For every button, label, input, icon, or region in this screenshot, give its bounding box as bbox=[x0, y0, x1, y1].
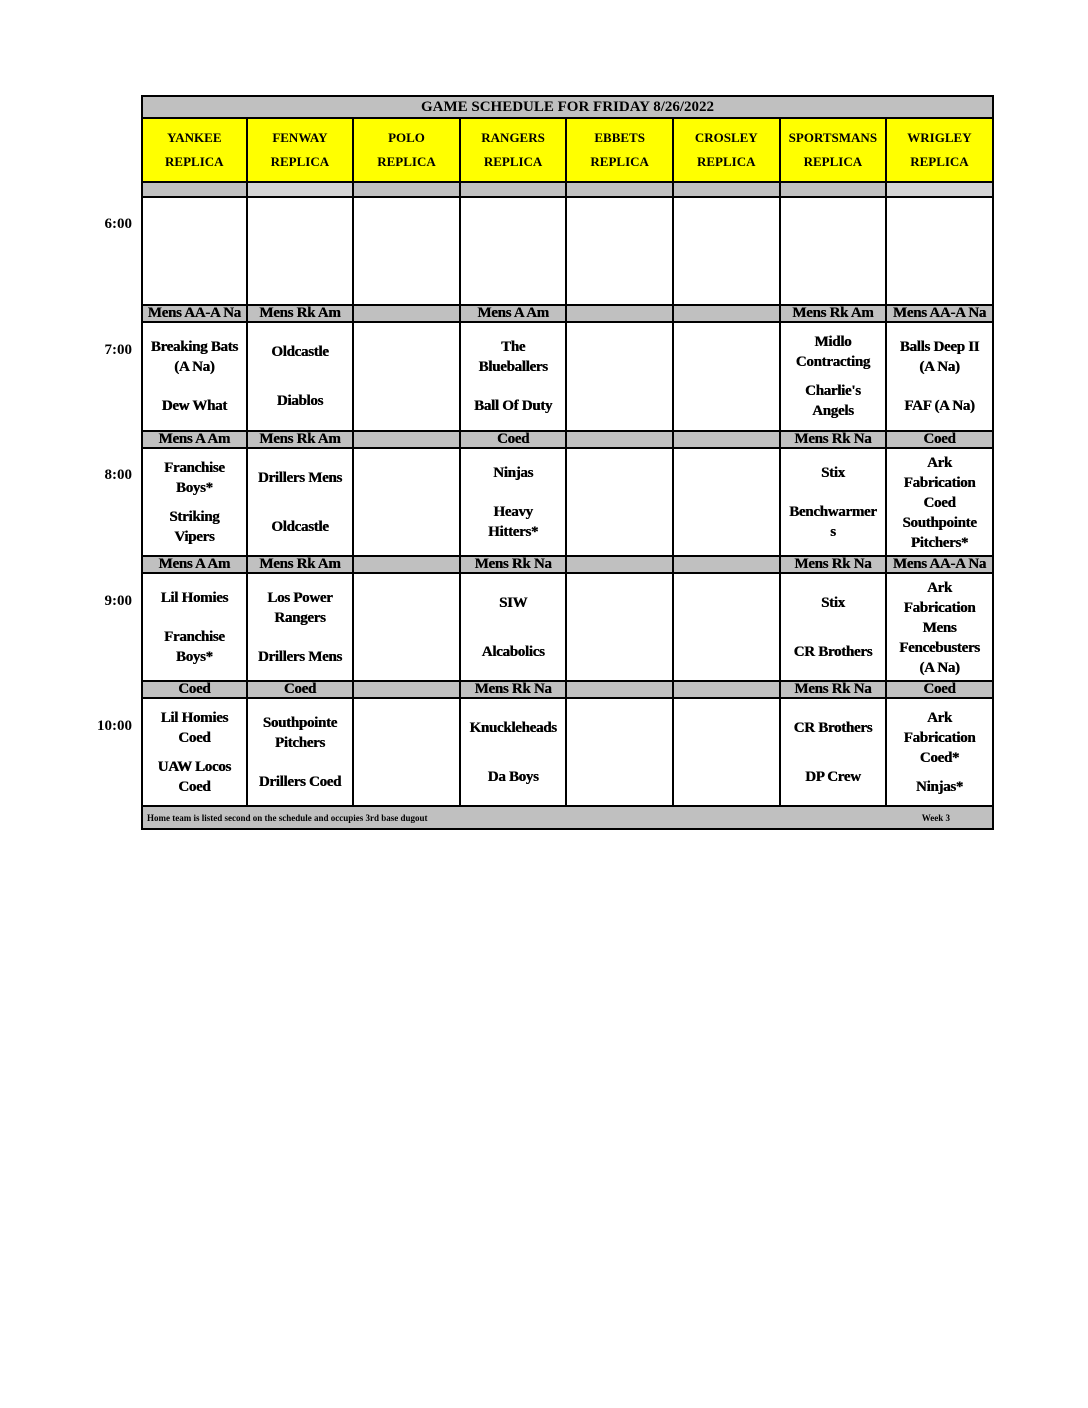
field-name: WRIGLEY bbox=[907, 130, 972, 145]
division-label bbox=[674, 557, 781, 572]
away-team: SIW bbox=[498, 594, 528, 611]
home-team: Southpointe Pitchers* bbox=[902, 515, 977, 551]
division-label: Mens Rk Na bbox=[461, 682, 568, 697]
footer bbox=[141, 807, 994, 830]
game-cell bbox=[781, 449, 888, 555]
header-strip-cell bbox=[781, 183, 888, 196]
field-sub: REPLICA bbox=[270, 154, 330, 169]
field-name: YANKEE bbox=[167, 130, 222, 145]
game-cell bbox=[674, 574, 781, 680]
division-label: Mens Rk Am bbox=[248, 432, 355, 447]
division-label: Coed bbox=[141, 682, 248, 697]
home-team: Dew What bbox=[161, 398, 227, 415]
field-header-ebbets bbox=[567, 119, 674, 181]
game-cell bbox=[354, 699, 461, 805]
game-cell bbox=[567, 699, 674, 805]
division-label bbox=[354, 306, 461, 321]
field-header-polo bbox=[354, 119, 461, 181]
division-label bbox=[674, 432, 781, 447]
field-name: SPORTSMANS bbox=[788, 130, 878, 145]
game-cell bbox=[141, 699, 248, 805]
time-slot-row bbox=[141, 323, 994, 432]
home-team: DP Crew bbox=[805, 768, 861, 785]
division-label bbox=[674, 306, 781, 321]
field-sub: REPLICA bbox=[697, 154, 756, 169]
home-team: Franchise Boys* bbox=[163, 628, 225, 665]
time-label: 8:00 bbox=[104, 467, 132, 483]
division-label: Mens A Am bbox=[141, 557, 248, 572]
game-cell bbox=[354, 449, 461, 555]
division-label bbox=[354, 432, 461, 447]
division-label: Mens Rk Na bbox=[461, 557, 568, 572]
game-cell bbox=[674, 699, 781, 805]
home-team: Ninjas* bbox=[915, 778, 963, 795]
header-strip-cell bbox=[248, 183, 355, 196]
field-name: CROSLEY bbox=[694, 130, 758, 145]
game-cell bbox=[567, 323, 674, 430]
field-sub: REPLICA bbox=[590, 154, 649, 169]
game-cell bbox=[781, 699, 888, 805]
time-label: 7:00 bbox=[104, 342, 132, 358]
away-team: Franchise Boys* bbox=[163, 459, 225, 496]
field-name: EBBETS bbox=[594, 130, 645, 145]
field-sub: REPLICA bbox=[483, 154, 543, 169]
division-label: Mens Rk Na bbox=[781, 432, 888, 447]
home-team: Diablos bbox=[276, 393, 324, 410]
schedule-table bbox=[141, 95, 994, 830]
away-team: Ark Fabrication Mens bbox=[903, 580, 976, 636]
game-cell bbox=[354, 323, 461, 430]
game-cell bbox=[141, 574, 248, 680]
away-team: Balls Deep II (A Na) bbox=[899, 338, 980, 375]
home-team: Drillers Mens bbox=[257, 648, 342, 665]
home-team: Heavy Hitters* bbox=[488, 503, 539, 540]
home-team: FAF (A Na) bbox=[904, 398, 975, 415]
home-team: Alcabolics bbox=[481, 643, 545, 660]
game-cell bbox=[887, 449, 994, 555]
game-cell bbox=[674, 323, 781, 430]
division-label: Mens AA-A Na bbox=[141, 306, 248, 321]
away-team: Ninjas bbox=[493, 464, 534, 481]
away-team: Southpointe Pitchers bbox=[262, 714, 337, 751]
time-slot-row bbox=[141, 198, 994, 306]
division-label: Mens Rk Na bbox=[781, 557, 888, 572]
header-strip-cell bbox=[674, 183, 781, 196]
division-row bbox=[141, 306, 994, 323]
time-label: 6:00 bbox=[104, 216, 132, 232]
away-team: Lil Homies Coed bbox=[160, 709, 228, 746]
field-sub: REPLICA bbox=[803, 154, 863, 169]
game-cell bbox=[461, 699, 568, 805]
division-label: Coed bbox=[248, 682, 355, 697]
game-cell bbox=[887, 699, 994, 805]
division-label bbox=[567, 557, 674, 572]
division-label: Mens Rk Am bbox=[248, 306, 355, 321]
away-team: Ark Fabrication Coed* bbox=[903, 709, 976, 766]
home-team: Da Boys bbox=[487, 768, 539, 785]
field-header-fenway bbox=[248, 119, 355, 181]
field-sub: REPLICA bbox=[377, 154, 436, 169]
division-label: Mens Rk Na bbox=[781, 682, 888, 697]
game-cell bbox=[567, 198, 674, 304]
division-label bbox=[674, 682, 781, 697]
away-team: Stix bbox=[820, 464, 845, 481]
game-cell bbox=[567, 449, 674, 555]
game-cell bbox=[354, 574, 461, 680]
field-header-crosley bbox=[674, 119, 781, 181]
game-cell bbox=[567, 574, 674, 680]
home-team: Charlie's Angels bbox=[805, 383, 861, 420]
division-label bbox=[567, 306, 674, 321]
away-team: Ark Fabrication Coed bbox=[903, 455, 976, 511]
field-name: RANGERS bbox=[481, 130, 545, 145]
field-header-wrigley bbox=[887, 119, 994, 181]
division-label: Mens AA-A Na bbox=[887, 306, 994, 321]
field-header-rangers bbox=[461, 119, 568, 181]
away-team: Oldcastle bbox=[271, 343, 329, 360]
schedule-title: GAME SCHEDULE FOR FRIDAY 8/26/2022 bbox=[141, 95, 994, 119]
division-label: Coed bbox=[887, 432, 994, 447]
header-strip-cell bbox=[887, 183, 994, 196]
away-team: Midlo Contracting bbox=[795, 333, 870, 370]
game-cell bbox=[461, 574, 568, 680]
time-label: 10:00 bbox=[97, 718, 132, 734]
division-label: Mens AA-A Na bbox=[887, 557, 994, 572]
away-team: Drillers Mens bbox=[257, 469, 342, 486]
division-label: Mens A Am bbox=[461, 306, 568, 321]
away-team: Breaking Bats (A Na) bbox=[150, 338, 238, 375]
division-label bbox=[567, 432, 674, 447]
home-team: UAW Locos Coed bbox=[157, 758, 231, 795]
home-team: Oldcastle bbox=[271, 518, 329, 535]
division-label bbox=[354, 557, 461, 572]
division-label bbox=[354, 682, 461, 697]
game-cell bbox=[354, 198, 461, 304]
field-sub: REPLICA bbox=[165, 154, 224, 169]
away-team: Knuckleheads bbox=[469, 719, 557, 736]
footer-note: Home team is listed second on the schedule and occupies 3rd base dugout bbox=[147, 812, 428, 823]
game-cell bbox=[141, 449, 248, 555]
game-cell bbox=[248, 574, 355, 680]
game-cell bbox=[781, 574, 888, 680]
game-cell bbox=[674, 198, 781, 304]
home-team: Ball Of Duty bbox=[474, 398, 553, 415]
game-cell bbox=[781, 198, 888, 304]
header-strip-cell bbox=[354, 183, 461, 196]
game-cell bbox=[248, 699, 355, 805]
header-gray-strip bbox=[141, 183, 994, 198]
game-cell bbox=[141, 198, 248, 304]
footer-week: Week 3 bbox=[921, 812, 950, 823]
field-name: POLO bbox=[388, 130, 425, 145]
home-team: Drillers Coed bbox=[258, 773, 342, 790]
game-cell bbox=[248, 323, 355, 430]
game-cell bbox=[781, 323, 888, 430]
division-row bbox=[141, 682, 994, 699]
time-slot-row bbox=[141, 449, 994, 557]
game-cell bbox=[248, 449, 355, 555]
game-cell bbox=[674, 449, 781, 555]
home-team: Benchwarmer s bbox=[789, 503, 877, 540]
division-label: Coed bbox=[461, 432, 568, 447]
away-team: Stix bbox=[820, 594, 845, 611]
header-strip-cell bbox=[461, 183, 568, 196]
division-label: Coed bbox=[887, 682, 994, 697]
game-cell bbox=[461, 198, 568, 304]
field-sub: REPLICA bbox=[910, 154, 969, 169]
game-cell bbox=[887, 198, 994, 304]
game-cell bbox=[141, 323, 248, 430]
field-header-yankee bbox=[141, 119, 248, 181]
game-cell bbox=[248, 198, 355, 304]
division-label: Mens Rk Am bbox=[781, 306, 888, 321]
division-label: Mens Rk Am bbox=[248, 557, 355, 572]
game-cell bbox=[887, 574, 994, 680]
away-team: Lil Homies bbox=[160, 589, 228, 606]
division-row bbox=[141, 557, 994, 574]
header-strip-cell bbox=[567, 183, 674, 196]
field-header-row bbox=[141, 119, 994, 183]
home-team: Striking Vipers bbox=[169, 508, 220, 545]
away-team: CR Brothers bbox=[793, 719, 873, 736]
time-slot-row bbox=[141, 699, 994, 807]
header-strip-cell bbox=[141, 183, 248, 196]
game-cell bbox=[461, 449, 568, 555]
away-team: The Blueballers bbox=[478, 338, 548, 375]
home-team: CR Brothers bbox=[793, 643, 873, 660]
division-label: Mens A Am bbox=[141, 432, 248, 447]
home-team: Fencebusters (A Na) bbox=[899, 640, 980, 676]
field-header-sportsmans bbox=[781, 119, 888, 181]
game-cell bbox=[461, 323, 568, 430]
game-cell bbox=[887, 323, 994, 430]
time-label: 9:00 bbox=[104, 593, 132, 609]
division-label bbox=[567, 682, 674, 697]
away-team: Los Power Rangers bbox=[267, 589, 333, 626]
time-slot-row bbox=[141, 574, 994, 682]
division-row bbox=[141, 432, 994, 449]
field-name: FENWAY bbox=[272, 130, 328, 145]
